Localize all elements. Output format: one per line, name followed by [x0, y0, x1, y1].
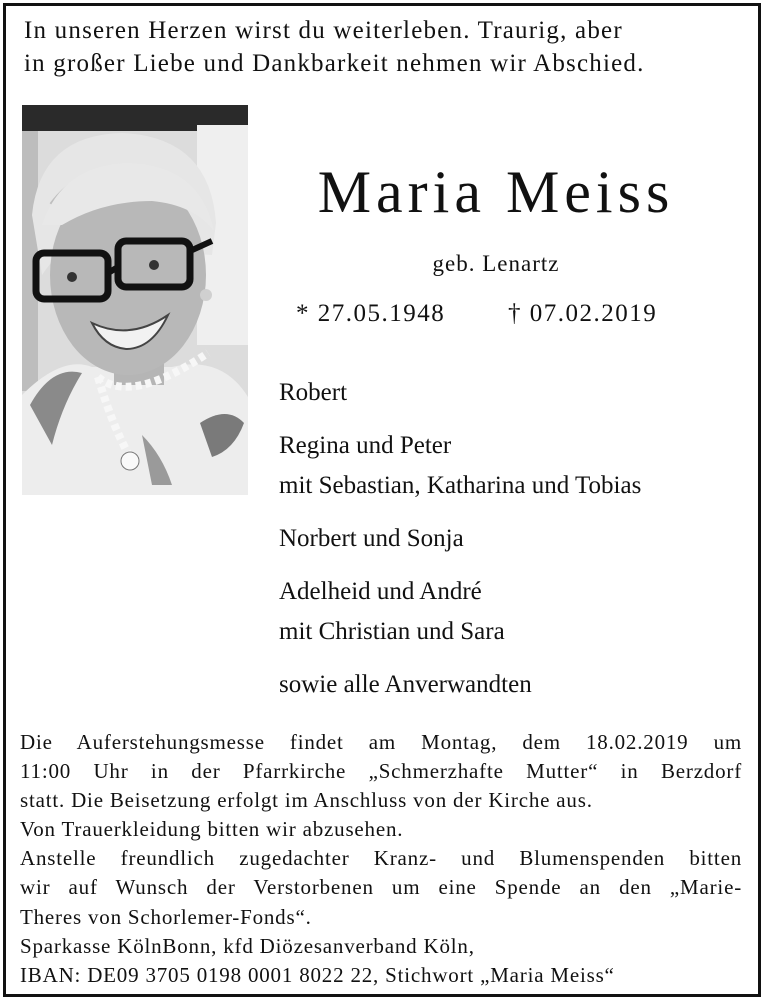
deceased-name: Maria Meiss	[317, 159, 675, 225]
notice-line: Von Trauerkleidung bitten wir abzusehen.	[20, 817, 404, 842]
mourner-line: Norbert und Sonja	[279, 525, 464, 552]
mourner-line: Regina und Peter	[279, 432, 452, 459]
notice-line: Theres von Schorlemer-Fonds“.	[20, 904, 312, 929]
mourner-group	[279, 373, 749, 413]
mourner-group	[279, 426, 749, 506]
mourner-group	[279, 519, 749, 559]
service-notice	[20, 728, 742, 990]
mourner-line: Adelheid und André	[279, 578, 482, 605]
notice-line: statt. Die Beisetzung erfolgt im Anschluss von der Kirche aus.	[20, 788, 593, 813]
mourner-line: mit Christian und Sara	[279, 618, 505, 645]
mourner-line: sowie alle Anverwandten	[279, 671, 532, 698]
opening-line-1: In unseren Herzen wirst du weiterleben. Traurig, aber	[24, 17, 623, 44]
portrait-photo	[22, 105, 248, 495]
opening-line-2: in großer Liebe und Dankbarkeit nehmen wir Abschied.	[24, 50, 645, 77]
bank-details-line: Sparkasse KölnBonn, kfd Diözesanverband Köln,	[20, 933, 475, 958]
iban-line: IBAN: DE09 3705 0198 0001 8022 22, Stichwort „Maria Meiss“	[20, 962, 615, 987]
birth-date: * 27.05.1948	[296, 300, 446, 327]
notice-line: Anstelle freundlich zugedachter Kranz- und Blumenspenden bitten	[20, 846, 742, 871]
opening-text	[24, 14, 744, 80]
mourner-group	[279, 665, 749, 705]
maiden-name: geb. Lenartz	[432, 251, 560, 276]
mourner-line: mit Sebastian, Katharina und Tobias	[279, 472, 642, 499]
notice-line: 11:00 Uhr in der Pfarrkirche „Schmerzhafte Mutter“ in Berzdorf	[20, 759, 742, 784]
death-date: † 07.02.2019	[508, 300, 658, 327]
notice-line: wir auf Wunsch der Verstorbenen um eine Spende an den „Marie-	[20, 875, 742, 900]
mourners-list	[279, 373, 749, 718]
notice-line: Die Auferstehungsmesse findet am Montag, dem 18.02.2019 um	[20, 730, 742, 754]
mourner-group	[279, 572, 749, 652]
mourner-line: Robert	[279, 379, 348, 406]
